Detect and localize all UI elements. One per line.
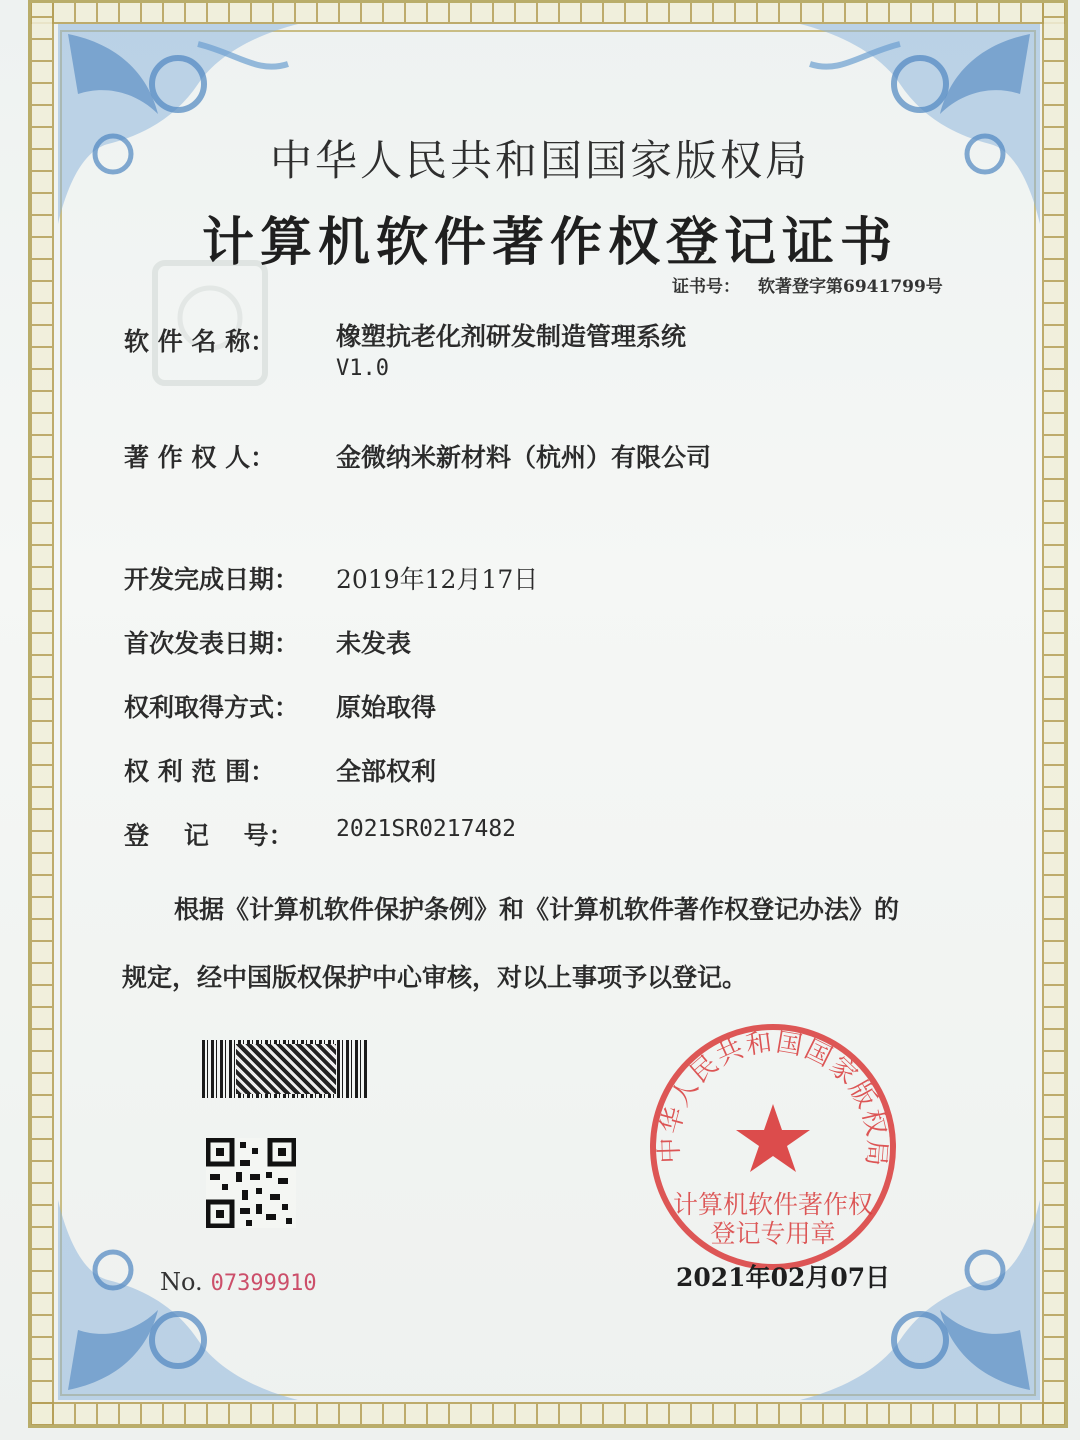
software-name-value bbox=[336, 322, 686, 384]
issue-date: 2021年02月07日 bbox=[676, 1263, 891, 1292]
field-rights-scope bbox=[124, 752, 436, 788]
serial-number bbox=[160, 1268, 317, 1296]
certificate-number bbox=[672, 272, 943, 297]
copyright-owner-value: 金微纳米新材料（杭州）有限公司 bbox=[336, 443, 712, 472]
acquisition-method-value: 原始取得 bbox=[336, 693, 437, 722]
corner-ornament-icon bbox=[58, 24, 298, 224]
completion-date-label: 开发完成日期： bbox=[124, 565, 300, 594]
field-first-publish-date bbox=[124, 624, 411, 660]
registration-number-label: 登 记 号： bbox=[124, 821, 294, 850]
software-name-label: 软 件 名 称： bbox=[124, 327, 276, 356]
field-registration-number bbox=[124, 816, 516, 852]
certificate-number-value: 软著登字第6941799号 bbox=[758, 277, 943, 297]
statement-line-2: 规定，经中国版权保护中心审核，对以上事项予以登记。 bbox=[122, 963, 748, 992]
issuer-title: 中华人民共和国国家版权局 bbox=[269, 136, 810, 185]
registration-number-value: 2021SR0217482 bbox=[336, 816, 517, 842]
rights-scope-value: 全部权利 bbox=[336, 757, 437, 786]
completion-date-value: 2019年12月17日 bbox=[336, 565, 539, 594]
barcode-2d-pattern bbox=[236, 1044, 336, 1094]
acquisition-method-label: 权利取得方式： bbox=[124, 693, 300, 722]
field-acquisition-method bbox=[124, 688, 436, 724]
field-completion-date bbox=[124, 560, 538, 596]
rights-scope-label: 权 利 范 围： bbox=[124, 757, 276, 786]
official-seal-icon bbox=[646, 1020, 900, 1274]
corner-ornament-icon bbox=[800, 24, 1040, 224]
field-copyright-owner bbox=[124, 438, 711, 474]
seal-inner-line-2: 登记专用章 bbox=[710, 1220, 836, 1248]
seal-inner-line-1: 计算机软件著作权 bbox=[672, 1191, 874, 1219]
first-publish-date-value: 未发表 bbox=[336, 629, 412, 658]
first-publish-date-label: 首次发表日期： bbox=[124, 629, 300, 658]
corner-ornament-icon bbox=[58, 1200, 298, 1400]
barcode bbox=[202, 1040, 368, 1098]
certificate-title: 计算机软件著作权登记证书 bbox=[201, 212, 898, 273]
certificate-number-label: 证书号： bbox=[672, 277, 740, 297]
statement-line-1: 根据《计算机软件保护条例》和《计算机软件著作权登记办法》的 bbox=[174, 895, 900, 924]
serial-prefix: No. bbox=[160, 1268, 203, 1296]
seal-outer-text: 中华人民共和国国家版权局 bbox=[653, 1026, 893, 1170]
field-software-name bbox=[124, 322, 686, 384]
copyright-owner-label: 著 作 权 人： bbox=[124, 443, 276, 472]
serial-number-value: 07399910 bbox=[210, 1271, 317, 1296]
software-name-version: V1.0 bbox=[336, 356, 389, 381]
registration-statement bbox=[122, 876, 1002, 1012]
software-name-line1: 橡塑抗老化剂研发制造管理系统 bbox=[336, 322, 687, 351]
qr-code-icon bbox=[206, 1138, 296, 1228]
